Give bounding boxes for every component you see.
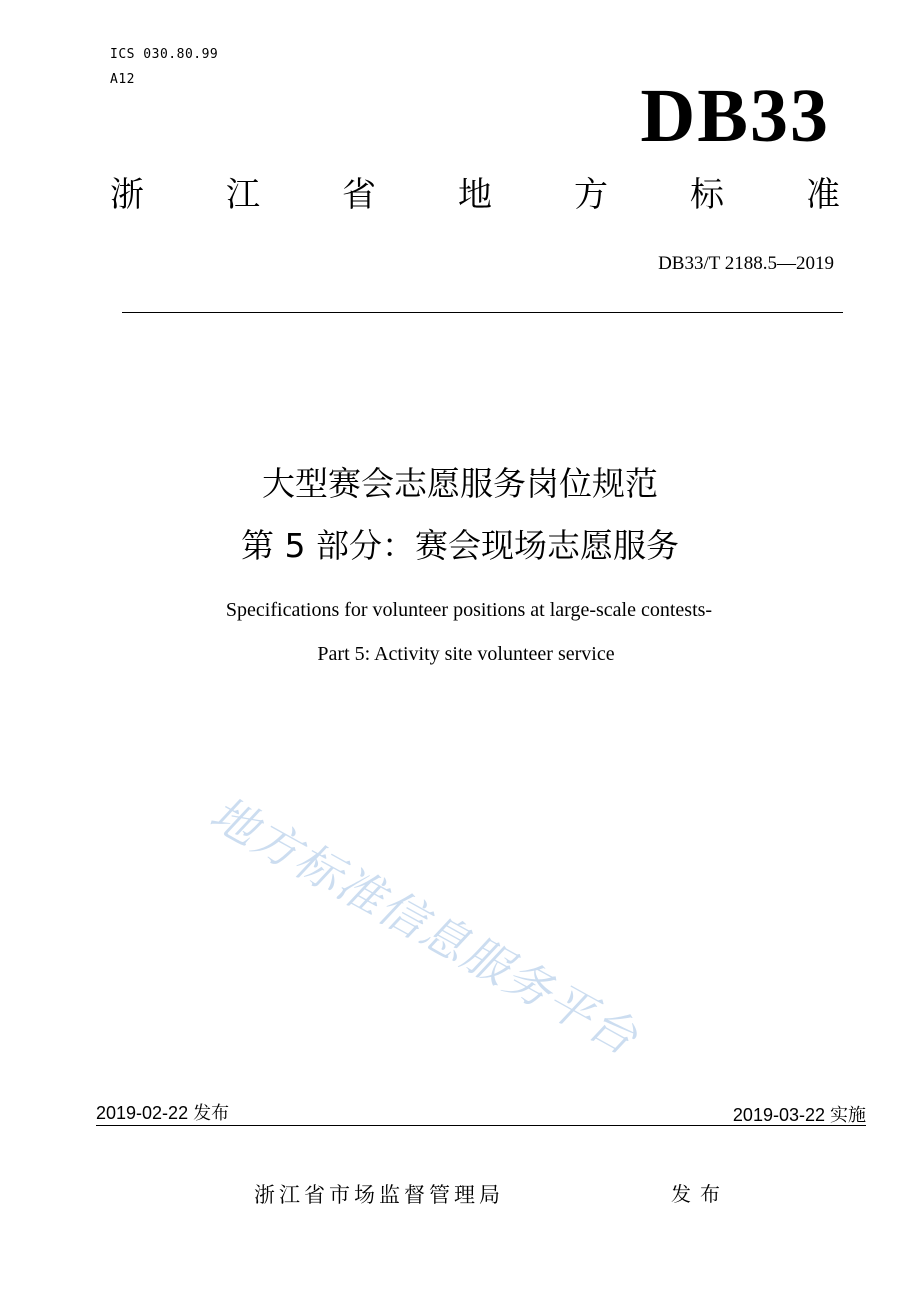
implement-date: 2019-03-22 实施 [732,1105,866,1125]
header-divider [122,312,843,313]
standard-type-char: 省 [342,175,376,215]
standard-type-char: 地 [458,175,492,215]
chinese-title-line-1: 大型赛会志愿服务岗位规范 [262,464,658,503]
standard-number: DB33/T 2188.5—2019 [658,253,834,274]
standard-type-char: 标 [690,175,724,215]
watermark: 地方标准信息服务平台 [201,785,648,1066]
standard-type-char: 准 [806,175,840,215]
english-title-line-2: Part 5: Activity site volunteer service [317,643,615,665]
classification-code: A12 [110,72,135,87]
standard-type-char: 方 [574,175,608,215]
chinese-title-line-2: 第 5 部分：赛会现场志愿服务 [241,526,679,565]
standard-type-heading [110,175,840,215]
publish-date: 2019-02-22 发布 [96,1103,230,1123]
english-title-line-1: Specifications for volunteer positions at large-scale contests- [225,599,713,621]
standard-type-char: 浙 [110,175,144,215]
issuing-authority: 浙江省市场监督管理局 [254,1183,504,1207]
issue-label: 发布 [671,1182,729,1206]
standard-type-char: 江 [226,175,260,215]
db33-logo: DB33 [640,74,830,158]
footer-divider [96,1125,866,1126]
ics-code: ICS 030.80.99 [110,47,219,62]
